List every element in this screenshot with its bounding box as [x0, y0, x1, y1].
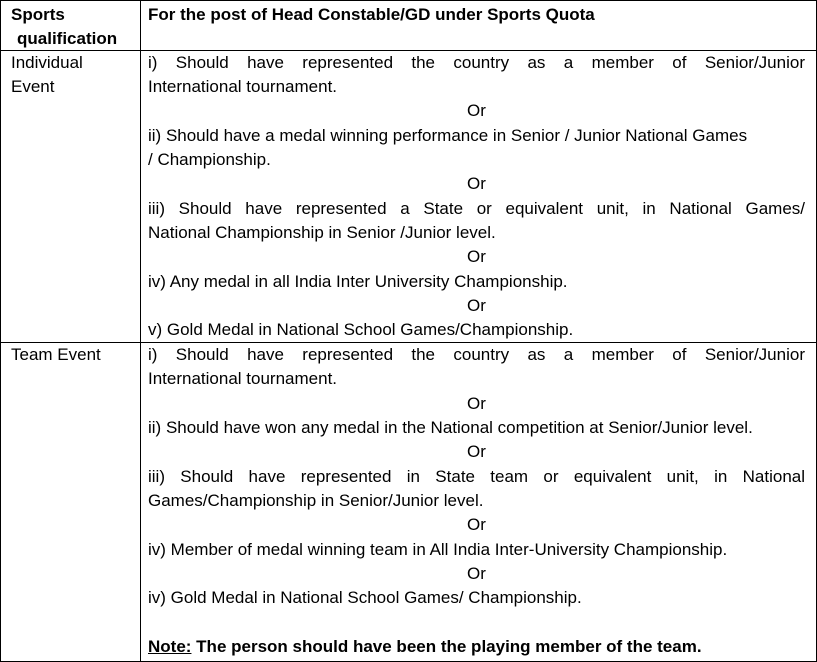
team-note	[148, 635, 702, 659]
individual-item-line: International tournament.	[148, 77, 338, 96]
individual-event-label-2: Event	[11, 77, 55, 96]
individual-item-line: National Championship in Senior /Junior level.	[148, 223, 496, 242]
team-item-line: ii) Should have won any medal in the National competition at Senior/Junior level.	[148, 418, 753, 437]
header-sports-label: Sports	[11, 5, 65, 24]
team-item-line: i) Should have represented the country as a member of Senior/Junior	[148, 345, 805, 364]
or-separator: Or	[467, 442, 486, 461]
or-separator: Or	[467, 564, 486, 583]
or-separator: Or	[467, 515, 486, 534]
team-item-line: iii) Should have represented in State team or equivalent unit, in National	[148, 467, 805, 486]
individual-item-line: / Championship.	[148, 150, 271, 169]
note-text: The person should have been the playing member of the team.	[191, 637, 702, 656]
individual-item-line: iv) Any medal in all India Inter University Championship.	[148, 272, 568, 291]
individual-item-line: v) Gold Medal in National School Games/Championship.	[148, 320, 574, 339]
or-separator: Or	[467, 394, 486, 413]
team-item-line: iv) Member of medal winning team in All India Inter-University Championship.	[148, 540, 728, 559]
individual-item-line: iii) Should have represented a State or equivalent unit, in National Games/	[148, 199, 805, 218]
note-label: Note:	[148, 637, 192, 656]
team-event-label: Team Event	[11, 345, 101, 364]
individual-event-label: Individual	[11, 53, 83, 72]
individual-item-line: i) Should have represented the country as a member of Senior/Junior	[148, 53, 805, 72]
header-qualification-label: qualification	[17, 29, 118, 48]
or-separator: Or	[467, 247, 486, 266]
individual-item-line: ii) Should have a medal winning performance in Senior / Junior National Games	[148, 126, 748, 145]
team-item-line: Games/Championship in Senior/Junior level.	[148, 491, 484, 510]
header-post-title: For the post of Head Constable/GD under Sports Quota	[148, 5, 595, 24]
team-item-line: iv) Gold Medal in National School Games/ Championship.	[148, 588, 582, 607]
or-separator: Or	[467, 174, 486, 193]
or-separator: Or	[467, 101, 486, 120]
team-item-line: International tournament.	[148, 369, 338, 388]
column-divider	[140, 1, 141, 661]
or-separator: Or	[467, 296, 486, 315]
